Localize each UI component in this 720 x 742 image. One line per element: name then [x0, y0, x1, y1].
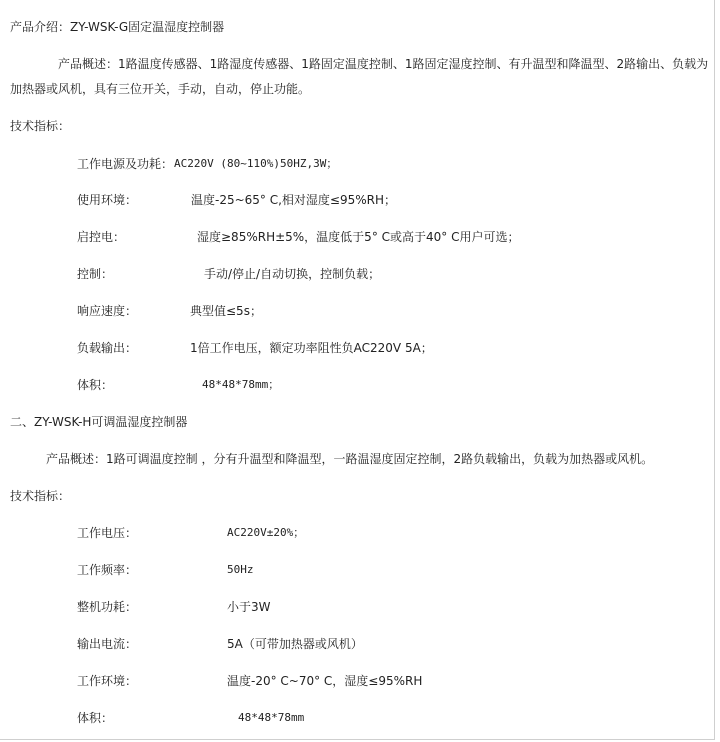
spec-value: 5A（可带加热器或风机）	[227, 637, 363, 651]
spec-label: 工作电压：	[77, 526, 138, 540]
spec-label: 负载输出：	[77, 341, 138, 355]
spec-value: AC220V±20%；	[227, 526, 305, 539]
spec-value: 50Hz	[227, 563, 254, 576]
spec-label: 使用环境：	[77, 193, 138, 207]
spec-row-environment	[77, 192, 697, 208]
spec-row-response	[77, 303, 697, 319]
spec-label: 体积：	[77, 711, 114, 725]
spec-label: 工作电源及功耗：	[77, 157, 174, 171]
spec-value: 温度-25~65° C,相对湿度≤95%RH；	[191, 193, 397, 207]
spec-label: 控制：	[77, 267, 114, 281]
spec-value: AC220V (80~110%)50HZ,3W；	[174, 157, 338, 170]
spec-value: 48*48*78mm	[238, 711, 305, 724]
spec-row-power-consumption	[77, 599, 697, 615]
spec-row-control	[77, 266, 697, 282]
spec-row-volume	[77, 377, 697, 393]
section2-overview: 产品概述：1路可调温度控制 ，分有升温型和降温型，一路温湿度固定控制，2路负载输出，负载为加热器或风机。	[46, 452, 654, 466]
spec-label: 整机功耗：	[77, 600, 138, 614]
section1-tech-heading: 技术指标：	[10, 119, 71, 133]
section1-overview-line2: 加热器或风机，具有三位开关，手动，自动，停止功能。	[10, 82, 311, 96]
spec-value: 48*48*78mm；	[202, 378, 280, 391]
spec-row-output-current	[77, 636, 697, 652]
section2-title: 二、ZY-WSK-H可调温湿度控制器	[10, 415, 188, 429]
spec-value: 温度-20° C~70° C，湿度≤95%RH	[227, 674, 423, 688]
spec-label: 工作环境：	[77, 674, 138, 688]
spec-label: 体积：	[77, 378, 114, 392]
spec-label: 工作频率：	[77, 563, 138, 577]
spec-row-voltage	[77, 525, 697, 541]
spec-row-work-environment	[77, 673, 697, 689]
spec-value: 典型值≤5s；	[190, 304, 262, 318]
section2-tech-heading: 技术指标：	[10, 489, 71, 503]
spec-label: 输出电流：	[77, 637, 138, 651]
spec-value: 小于3W	[227, 600, 271, 614]
section1-title: 产品介绍：ZY-WSK-G固定温湿度控制器	[10, 20, 225, 34]
spec-value: 1倍工作电压，额定功率阻性负AC220V 5A；	[190, 341, 433, 355]
spec-value: 手动/停止/自动切换，控制负载；	[204, 267, 381, 281]
spec-row-frequency	[77, 562, 697, 578]
spec-label: 响应速度：	[77, 304, 138, 318]
spec-row-power	[77, 156, 697, 172]
section1-overview-line1: 产品概述：1路温度传感器、1路湿度传感器、1路固定温度控制、1路固定湿度控制、有升温型和降温型、2路输出、负载为	[58, 57, 709, 71]
spec-label: 启控电：	[77, 230, 126, 244]
spec-row-load-output	[77, 340, 697, 356]
spec-row-volume	[77, 710, 697, 726]
spec-row-trigger	[77, 229, 697, 245]
spec-value: 湿度≥85%RH±5%，温度低于5° C或高于40° C用户可选；	[197, 230, 520, 244]
